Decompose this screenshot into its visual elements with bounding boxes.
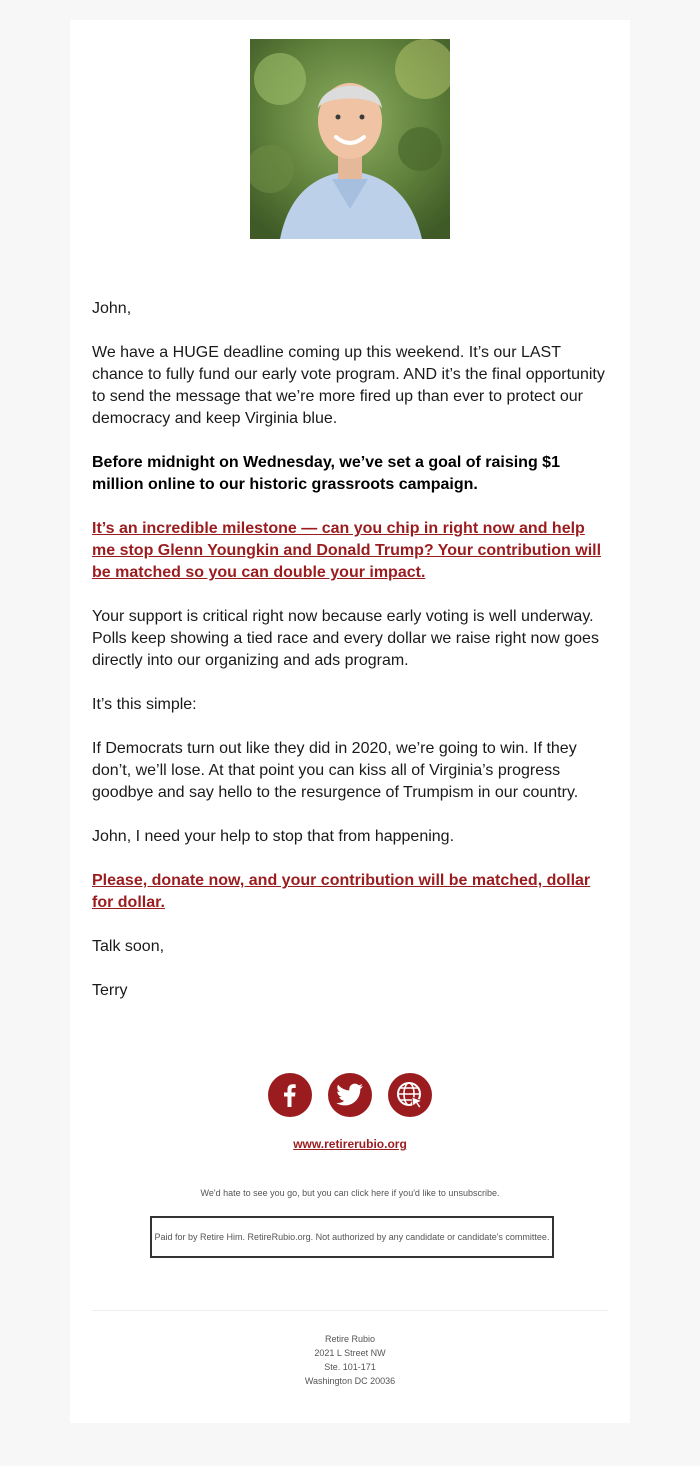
social-links xyxy=(268,1073,432,1119)
unsubscribe-text[interactable]: We'd hate to see you go, but you can click here if you'd like to unsubscribe. xyxy=(200,1188,500,1198)
facebook-icon[interactable] xyxy=(268,1073,312,1117)
paragraph-deadline: We have a HUGE deadline coming up this weekend. It’s our LAST chance to fully fund our early vote program. AND it’s the final opportunity to send the message that we’re more fired up than ever to protect our democracy and keep Virginia blue. xyxy=(92,344,605,427)
mailing-address xyxy=(70,1332,630,1388)
paid-for-disclaimer: Paid for by Retire Him. RetireRubio.org. Not authorized by any candidate or candidate's committee. xyxy=(150,1216,554,1258)
address-org: Retire Rubio xyxy=(324,1334,376,1344)
paragraph-simple: It’s this simple: xyxy=(92,696,197,713)
paragraph-support: Your support is critical right now because early voting is well underway. Polls keep showing a tied race and every dollar we raise right now goes directly into our organizing and ads program. xyxy=(92,608,599,669)
paragraph-goal: Before midnight on Wednesday, we’ve set a goal of raising $1 million online to our historic grassroots campaign. xyxy=(92,454,560,493)
facebook-glyph xyxy=(277,1082,303,1108)
paragraph-democrats: If Democrats turn out like they did in 2020, we’re going to win. If they don’t, we’ll lose. At that point you can kiss all of Virginia’s progress goodbye and say hello to the resurgence of Trumpism in our country. xyxy=(92,740,579,801)
address-suite: Ste. 101-171 xyxy=(324,1362,376,1372)
globe-glyph xyxy=(395,1080,425,1110)
twitter-icon[interactable] xyxy=(328,1073,372,1117)
greeting: John, xyxy=(92,300,132,317)
address-city: Washington DC 20036 xyxy=(304,1376,396,1386)
website-link[interactable]: www.retirerubio.org xyxy=(293,1137,407,1151)
signoff: Talk soon, xyxy=(92,938,165,955)
footer-divider xyxy=(92,1310,608,1311)
address-street: 2021 L Street NW xyxy=(314,1348,386,1358)
twitter-glyph xyxy=(336,1083,364,1107)
donate-link-milestone[interactable]: It’s an incredible milestone — can you chip in right now and help me stop Glenn Youngkin and Donald Trump? Your contribution will be matched so you can double your impact. xyxy=(92,520,602,581)
paragraph-help: John, I need your help to stop that from happening. xyxy=(92,828,455,845)
candidate-photo-image xyxy=(250,39,450,239)
website-globe-icon[interactable] xyxy=(388,1073,432,1117)
donate-link-matched[interactable]: Please, donate now, and your contribution will be matched, dollar for dollar. xyxy=(92,872,591,911)
email-card xyxy=(70,20,630,1423)
candidate-photo xyxy=(250,39,450,239)
email-body xyxy=(92,298,612,1024)
signature: Terry xyxy=(92,982,128,999)
